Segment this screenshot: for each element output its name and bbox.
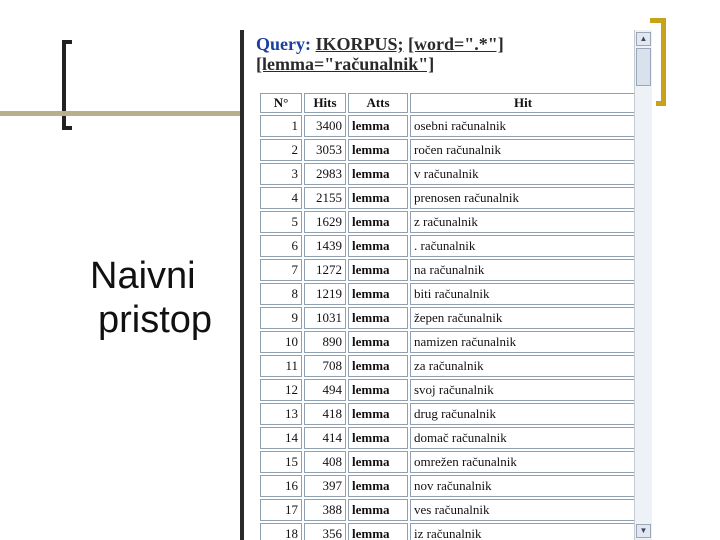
row-hits: 397 bbox=[304, 475, 346, 497]
row-number: 16 bbox=[260, 475, 302, 497]
row-hit-link[interactable]: nov računalnik bbox=[410, 475, 636, 497]
row-atts: lemma bbox=[348, 451, 408, 473]
scroll-thumb[interactable] bbox=[636, 48, 651, 86]
row-hits: 1629 bbox=[304, 211, 346, 233]
row-number: 3 bbox=[260, 163, 302, 185]
table-row[interactable] bbox=[260, 115, 636, 137]
table-row[interactable] bbox=[260, 139, 636, 161]
query-corpus: IKORPUS; bbox=[315, 34, 404, 54]
row-hit-link[interactable]: v računalnik bbox=[410, 163, 636, 185]
row-number: 9 bbox=[260, 307, 302, 329]
row-hits: 356 bbox=[304, 523, 346, 540]
row-number: 2 bbox=[260, 139, 302, 161]
table-row[interactable] bbox=[260, 451, 636, 473]
query-text bbox=[256, 34, 634, 74]
row-number: 8 bbox=[260, 283, 302, 305]
divider-line bbox=[0, 111, 240, 116]
table-row[interactable] bbox=[260, 523, 636, 540]
row-hit-link[interactable]: svoj računalnik bbox=[410, 379, 636, 401]
query-label: Query: bbox=[256, 34, 311, 54]
query-word-pattern: [word=".*"] bbox=[408, 34, 504, 54]
row-atts: lemma bbox=[348, 475, 408, 497]
row-atts: lemma bbox=[348, 523, 408, 540]
slide-title-line2: pristop bbox=[98, 299, 213, 341]
chevron-down-icon[interactable]: ▼ bbox=[636, 524, 651, 538]
row-hits: 418 bbox=[304, 403, 346, 425]
row-hits: 3053 bbox=[304, 139, 346, 161]
row-hit-link[interactable]: namizen računalnik bbox=[410, 331, 636, 353]
row-number: 1 bbox=[260, 115, 302, 137]
query-lemma-pattern: [lemma="računalnik"] bbox=[256, 54, 435, 74]
row-hits: 3400 bbox=[304, 115, 346, 137]
table-row[interactable] bbox=[260, 259, 636, 281]
row-number: 4 bbox=[260, 187, 302, 209]
table-row[interactable] bbox=[260, 235, 636, 257]
row-hit-link[interactable]: osebni računalnik bbox=[410, 115, 636, 137]
row-number: 12 bbox=[260, 379, 302, 401]
row-hits: 1031 bbox=[304, 307, 346, 329]
table-row[interactable] bbox=[260, 427, 636, 449]
table-row[interactable] bbox=[260, 355, 636, 377]
row-hits: 708 bbox=[304, 355, 346, 377]
vertical-scrollbar[interactable] bbox=[634, 30, 652, 540]
row-hits: 1272 bbox=[304, 259, 346, 281]
header-number[interactable]: N° bbox=[260, 93, 302, 113]
row-atts: lemma bbox=[348, 211, 408, 233]
header-atts[interactable]: Atts bbox=[348, 93, 408, 113]
row-hit-link[interactable]: iz računalnik bbox=[410, 523, 636, 540]
row-hit-link[interactable]: biti računalnik bbox=[410, 283, 636, 305]
row-atts: lemma bbox=[348, 331, 408, 353]
row-hit-link[interactable]: . računalnik bbox=[410, 235, 636, 257]
row-hits: 408 bbox=[304, 451, 346, 473]
row-number: 17 bbox=[260, 499, 302, 521]
row-hit-link[interactable]: za računalnik bbox=[410, 355, 636, 377]
row-atts: lemma bbox=[348, 187, 408, 209]
row-atts: lemma bbox=[348, 355, 408, 377]
row-number: 13 bbox=[260, 403, 302, 425]
row-hit-link[interactable]: domač računalnik bbox=[410, 427, 636, 449]
row-atts: lemma bbox=[348, 283, 408, 305]
chevron-up-icon[interactable]: ▲ bbox=[636, 32, 651, 46]
row-atts: lemma bbox=[348, 235, 408, 257]
header-hits[interactable]: Hits bbox=[304, 93, 346, 113]
row-atts: lemma bbox=[348, 499, 408, 521]
row-hits: 494 bbox=[304, 379, 346, 401]
slide-title-line1: Naivni bbox=[90, 255, 196, 297]
table-header-row bbox=[260, 93, 636, 113]
row-hit-link[interactable]: ročen računalnik bbox=[410, 139, 636, 161]
query-results-window bbox=[240, 30, 656, 540]
row-number: 18 bbox=[260, 523, 302, 540]
row-hits: 2983 bbox=[304, 163, 346, 185]
table-row[interactable] bbox=[260, 403, 636, 425]
table-row[interactable] bbox=[260, 163, 636, 185]
row-hits: 388 bbox=[304, 499, 346, 521]
table-row[interactable] bbox=[260, 379, 636, 401]
row-hit-link[interactable]: z računalnik bbox=[410, 211, 636, 233]
row-atts: lemma bbox=[348, 307, 408, 329]
left-bracket-decoration bbox=[62, 40, 72, 130]
row-hit-link[interactable]: na računalnik bbox=[410, 259, 636, 281]
row-number: 14 bbox=[260, 427, 302, 449]
row-number: 11 bbox=[260, 355, 302, 377]
table-row[interactable] bbox=[260, 283, 636, 305]
row-hits: 890 bbox=[304, 331, 346, 353]
row-atts: lemma bbox=[348, 259, 408, 281]
row-hits: 1219 bbox=[304, 283, 346, 305]
table-row[interactable] bbox=[260, 211, 636, 233]
row-hits: 2155 bbox=[304, 187, 346, 209]
row-atts: lemma bbox=[348, 139, 408, 161]
row-number: 15 bbox=[260, 451, 302, 473]
row-atts: lemma bbox=[348, 163, 408, 185]
row-number: 6 bbox=[260, 235, 302, 257]
row-hits: 414 bbox=[304, 427, 346, 449]
row-hit-link[interactable]: ves računalnik bbox=[410, 499, 636, 521]
row-number: 10 bbox=[260, 331, 302, 353]
row-hit-link[interactable]: omrežen računalnik bbox=[410, 451, 636, 473]
row-atts: lemma bbox=[348, 403, 408, 425]
row-hits: 1439 bbox=[304, 235, 346, 257]
row-atts: lemma bbox=[348, 379, 408, 401]
table-row[interactable] bbox=[260, 187, 636, 209]
row-hit-link[interactable]: žepen računalnik bbox=[410, 307, 636, 329]
row-atts: lemma bbox=[348, 427, 408, 449]
row-number: 7 bbox=[260, 259, 302, 281]
row-number: 5 bbox=[260, 211, 302, 233]
table-row[interactable] bbox=[260, 499, 636, 521]
table-row[interactable] bbox=[260, 331, 636, 353]
table-row[interactable] bbox=[260, 475, 636, 497]
results-table bbox=[258, 91, 638, 540]
row-atts: lemma bbox=[348, 115, 408, 137]
row-hit-link[interactable]: prenosen računalnik bbox=[410, 187, 636, 209]
row-hit-link[interactable]: drug računalnik bbox=[410, 403, 636, 425]
header-hit[interactable]: Hit bbox=[410, 93, 636, 113]
slide-title bbox=[90, 254, 240, 342]
table-row[interactable] bbox=[260, 307, 636, 329]
